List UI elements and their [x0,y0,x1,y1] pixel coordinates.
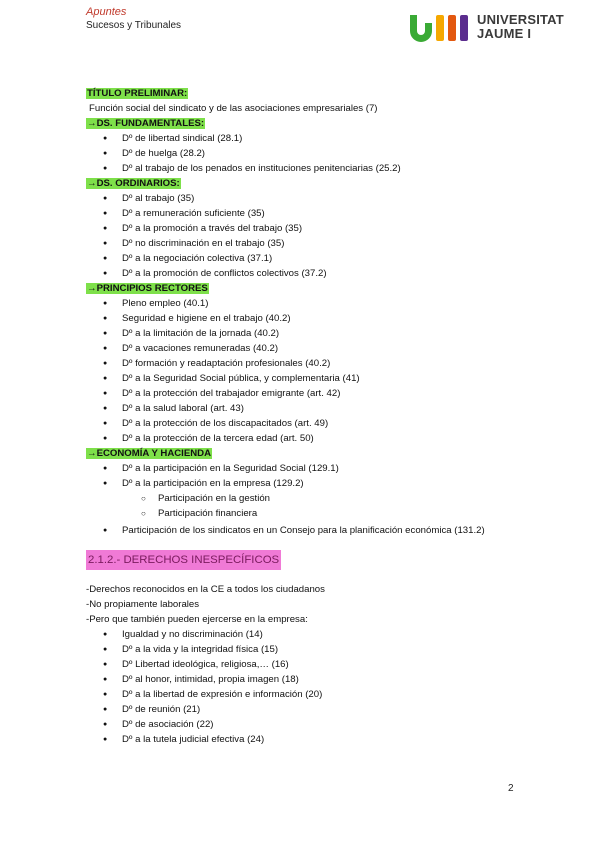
list-item: ● Dº a la tutela judicial efectiva (24) [86,732,546,747]
list-item: ● Dº Libertad ideológica, religiosa,… (16) [86,657,546,672]
list-item: ● Dº a la vida y la integridad física (15) [86,642,546,657]
list-item: ● Participación de los sindicatos en un Consejo para la planificación económica (131.2) [86,523,546,538]
list-item: ● Dº a la Seguridad Social pública, y complementaria (41) [86,371,546,386]
list-item: ● Dº a la promoción a través del trabajo (35) [86,221,546,236]
sub-list-item: ○ Participación financiera [86,506,546,521]
list-item: ● Dº a la libertad de expresión e información (20) [86,687,546,702]
list-item: ● Dº a la participación en la Seguridad Social (129.1) [86,461,546,476]
list-item: ● Seguridad e higiene en el trabajo (40.2) [86,311,546,326]
document-body [86,86,546,747]
list-item: ● Pleno empleo (40.1) [86,296,546,311]
group-economia-hacienda [86,446,546,538]
list-item: ● Dº a la promoción de conflictos colectivos (37.2) [86,266,546,281]
list-item: ● Dº formación y readaptación profesionales (40.2) [86,356,546,371]
section-line: -No propiamente laborales [86,599,200,610]
list-item: ● Dº de reunión (21) [86,702,546,717]
group-heading: →DS. FUNDAMENTALES: [87,118,205,129]
group-ordinarios [86,176,546,281]
group-heading: →PRINCIPIOS RECTORES [87,283,208,294]
uji-logo-icon [408,13,472,43]
group-heading: →ECONOMÍA Y HACIENDA [87,448,212,459]
group-heading: →DS. ORDINARIOS: [87,178,180,189]
logo-line2: JAUME I [477,26,532,41]
section-line: -Derechos reconocidos en la CE a todos los ciudadanos [86,584,325,595]
list-item: ● Dº a la protección de la tercera edad (art. 50) [86,431,546,446]
list-item: ● Dº al honor, intimidad, propia imagen (18) [86,672,546,687]
section-list [86,627,546,747]
logo-text [477,13,564,41]
section-intro [86,582,546,627]
list-item: ● Dº de huelga (28.2) [86,146,546,161]
list-item: ● Dº a la participación en la empresa (129.2) [86,476,546,491]
logo-line1: UNIVERSITAT [477,12,564,27]
page-number: 2 [508,783,514,794]
list-item: ● Dº a la negociación colectiva (37.1) [86,251,546,266]
header-title: Apuntes [86,6,127,18]
list-item: ● Dº a la limitación de la jornada (40.2) [86,326,546,341]
titulo-preliminar-text: Función social del sindicato y de las asociaciones empresariales (7) [89,103,378,114]
university-logo [408,13,580,43]
titulo-preliminar-label: TÍTULO PRELIMINAR: [87,88,188,99]
list-item: ● Dº a la salud laboral (art. 43) [86,401,546,416]
list-item: ● Dº a remuneración suficiente (35) [86,206,546,221]
list-item: ● Dº de libertad sindical (28.1) [86,131,546,146]
list-item: ● Dº a vacaciones remuneradas (40.2) [86,341,546,356]
section-title: 2.1.2.- DERECHOS INESPECÍFICOS [86,550,281,570]
header-subtitle: Sucesos y Tribunales [86,20,182,31]
section-heading [86,550,546,570]
list-item: ● Dº no discriminación en el trabajo (35) [86,236,546,251]
list-item: ● Igualdad y no discriminación (14) [86,627,546,642]
document-header [86,6,181,33]
section-line: -Pero que también pueden ejercerse en la empresa: [86,614,308,625]
list-item: ● Dº al trabajo (35) [86,191,546,206]
list-item: ● Dº de asociación (22) [86,717,546,732]
sub-list-item: ○ Participación en la gestión [86,491,546,506]
list-item: ● Dº al trabajo de los penados en instituciones penitenciarias (25.2) [86,161,546,176]
group-fundamentales [86,116,546,176]
list-item: ● Dº a la protección de los discapacitados (art. 49) [86,416,546,431]
list-item: ● Dº a la protección del trabajador emigrante (art. 42) [86,386,546,401]
titulo-preliminar-heading [86,86,546,101]
group-principios-rectores [86,281,546,446]
